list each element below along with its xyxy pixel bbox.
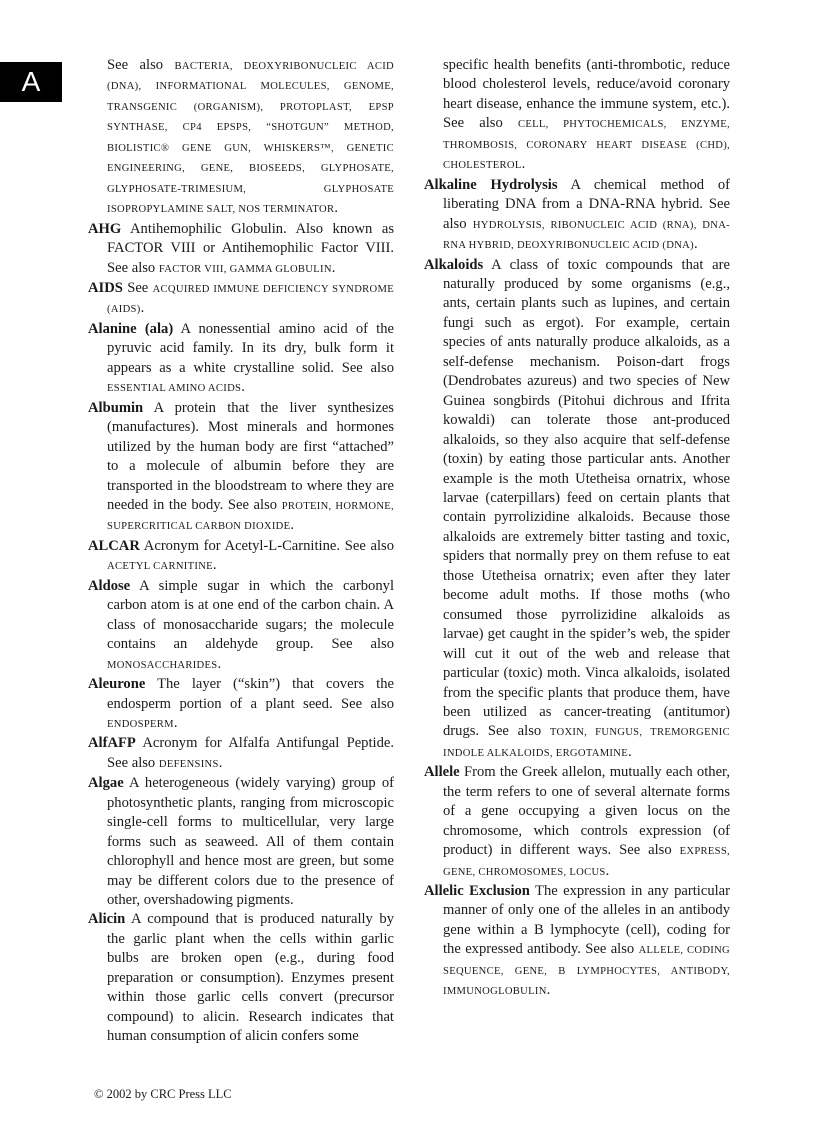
entry-cross-references: HYDROLYSIS, RIBONUCLEIC ACID (RNA), DNA-RNA HYBRID, DEOXYRIBONUCLEIC ACID (DNA) [443,219,730,252]
entry-definition: Acronym for Acetyl-L-Carnitine. See also [143,537,395,554]
entry-cross-references: MONOSACCHARIDES [107,659,218,671]
entry-cross-references: EXPRESS, GENE, CHROMOSOMES, LOCUS [443,846,730,878]
entry-term: Allele [424,764,460,781]
entry-term: AHG [88,220,122,237]
glossary-entry [424,56,730,176]
entry-end-punctuation: . [627,743,632,760]
entry-end-punctuation: . [331,259,336,276]
entry-cross-references: DEFENSINS [158,758,219,770]
entry-end-punctuation: . [140,300,145,317]
entry-end-punctuation: . [218,754,223,771]
entry-end-punctuation: . [334,200,338,217]
entry-term: Alkaline Hydrolysis [424,176,558,193]
entry-end-punctuation: . [241,379,245,396]
entry-end-punctuation: . [605,862,610,879]
entry-definition: A protein that the liver synthesizes (manufactures). Most minerals and hormones utilized by the human body are first “attached” to a molecule of albumin before they are transported in the bloodstream to where they are needed in the body. See also [107,399,394,513]
entry-end-punctuation: . [546,982,551,999]
entry-definition: Acronym for Alfalfa Antifungal Peptide. See also [107,735,395,771]
entry-cross-references: ACQUIRED IMMUNE DEFICIENCY SYNDROME (AIDS) [107,283,394,316]
entry-definition: specific health benefits (anti-thrombotic, reduce blood cholesterol levels, reduce/avoid coronary heart disease, enhance the immune system, etc.). See also [443,57,730,132]
entry-end-punctuation: . [212,557,217,574]
entry-definition: A simple sugar in which the carbonyl carbon atom is at one end of the carbon chain. A class of monosaccharide sugars; the molecule contains an aldehyde group. See also [107,577,394,653]
entry-cross-references: BACTERIA, DEOXYRIBONUCLEIC ACID (DNA), INFORMATIONAL MOLECULES, GENOME, TRANSGENIC (ORGANISM), PROTOPLAST, EPSP SYNTHASE, CP4 EPSPS, “SHOTGUN” METHOD, BIOLISTIC® GENE GUN, WHISKERS™, GENETIC ENGINEERING, GENE, BIOSEEDS, GLYPHOSATE, GLYPHOSATE-TRIMESIUM, GLYPHOSATE ISOPROPYLAMINE SALT, NOS TERMINATOR [107,61,394,216]
entry-definition: A compound that is produced naturally by the garlic plant when the cells within garlic bulbs are broken open (e.g., during food preparation or consumption). Enzymes present within those garlic cells convert (precursor compound) to alicin. Research indicates that human consumption of alicin confers some [107,911,394,1045]
entry-term: Alanine (ala) [88,320,174,337]
entry-term: ALCAR [88,537,140,554]
entry-end-punctuation: . [290,517,295,534]
entry-definition: Antihemophilic Globulin. Also known as FACTOR VIII or Antihemophilic Factor VIII. See also [107,220,394,276]
glossary-entry [88,910,394,1046]
left-column [88,56,394,1047]
entry-term: Albumin [88,399,144,416]
entry-cross-references: PROTEIN, HORMONE, SUPERCRITICAL CARBON DIOXIDE [107,500,394,533]
glossary-entry [88,399,394,537]
entry-term: Algae [88,775,124,792]
entry-definition: See also [107,57,175,73]
entry-cross-references: FACTOR VIII, GAMMA GLOBULIN [158,263,332,275]
glossary-entry [424,763,730,882]
entry-definition: A class of toxic compounds that are naturally produced by some organisms (e.g., ants, certain plants such as lupines, and certain fungi such as ergot). For example, certain species of ants naturally produce alkaloids, as a self-defense mechanism. Poison-dart frogs (Dendrobates azureus) and two species of New Guinea songbirds (Pitohui dichrous and Ifrita kowaldi) can tolerate those ant-produced alkaloids, so they also acquire that self-defense (toxin) by eating those particular ants. Another example is the moth Utetheisa ornatrix, whose larvae (caterpillars) feed on certain plants that contain pyrrolizidine alkaloids. Because those alkaloids are extremely bitter tasting and toxic, spiders that normally prey on them refuse to eat those Utetheisa ornatrix; even after they later become adult moths. If those moths (who consumed those pyrrolizidine alkaloids as larvae) get caught in the spider’s web, the spider will cut it out of the web and release that particular (toxic) moth. Vinca alkaloids, isolated from the specific plants that produce them, have been utilized as cancer-treating (antitumor) drugs. See also [443,256,730,740]
glossary-entry [88,279,394,320]
entry-term: Allelic Exclusion [424,883,530,900]
entry-cross-references: ENDOSPERM [107,718,174,730]
entry-definition: From the Greek allelon, mutually each other, the term refers to one of several alternate forms of a gene occupying a given locus on the chromosome, which controls expression (of product) in different ways. See also [443,764,730,859]
right-column [424,56,730,1002]
glossary-entry [424,176,730,256]
glossary-entry [424,882,730,1002]
entry-term: Alkaloids [424,256,484,273]
glossary-entry [88,56,394,220]
glossary-entry [88,220,394,279]
copyright-footer: © 2002 by CRC Press LLC [94,1087,232,1101]
entry-term: Aldose [88,577,131,594]
glossary-entry [88,577,394,675]
entry-term: AIDS [88,279,123,296]
entry-definition: A chemical method of liberating DNA from a DNA-RNA hybrid. See also [443,176,730,232]
glossary-entry [88,675,394,734]
entry-end-punctuation: . [173,714,178,731]
entry-definition: A nonessential amino acid of the pyruvic acid family. In its dry, bulk form it appears as a white crystalline solid. See also [107,320,395,376]
glossary-entry [424,256,730,764]
entry-definition: The layer (“skin”) that covers the endosperm portion of a plant seed. See also [107,676,394,712]
section-letter-tab: A [0,62,62,102]
glossary-entry [88,774,394,910]
glossary-entry [88,734,394,774]
entry-definition: The expression in any particular manner of only one of the alleles in an antibody gene within a B lymphocyte (cell), coding for the expressed antibody. See also [443,883,731,958]
glossary-entry [88,537,394,577]
entry-cross-references: ESSENTIAL AMINO ACIDS [107,383,242,395]
entry-end-punctuation: . [521,156,526,173]
entry-cross-references: TOXIN, FUNGUS, TREMORGENIC INDOLE ALKALOIDS, ERGOTAMINE [443,727,730,759]
entry-term: Alicin [88,911,126,928]
entry-cross-references: CELL, PHYTOCHEMICALS, ENZYME, THROMBOSIS, CORONARY HEART DISEASE (CHD), CHOLESTEROL [443,119,730,172]
entry-definition: See [127,279,153,296]
entry-term: Aleurone [88,676,146,693]
glossary-entry [88,320,394,399]
entry-cross-references: ALLELE, CODING SEQUENCE, GENE, B LYMPHOCYTES, ANTIBODY, IMMUNOGLOBULIN [443,945,730,998]
entry-definition: A heterogeneous (widely varying) group of photosynthetic plants, ranging from microscopic single-cell forms to multicellular, very large forms such as seaweed. All of them contain chlorophyll and hence most are green, but some may be different colors due to the presence of other, overshadowing pigments. [107,775,394,909]
entry-cross-references: ACETYL CARNITINE [107,561,213,573]
entry-term: AlfAFP [88,735,136,752]
entry-end-punctuation: . [217,655,222,672]
entry-end-punctuation: . [693,236,698,253]
